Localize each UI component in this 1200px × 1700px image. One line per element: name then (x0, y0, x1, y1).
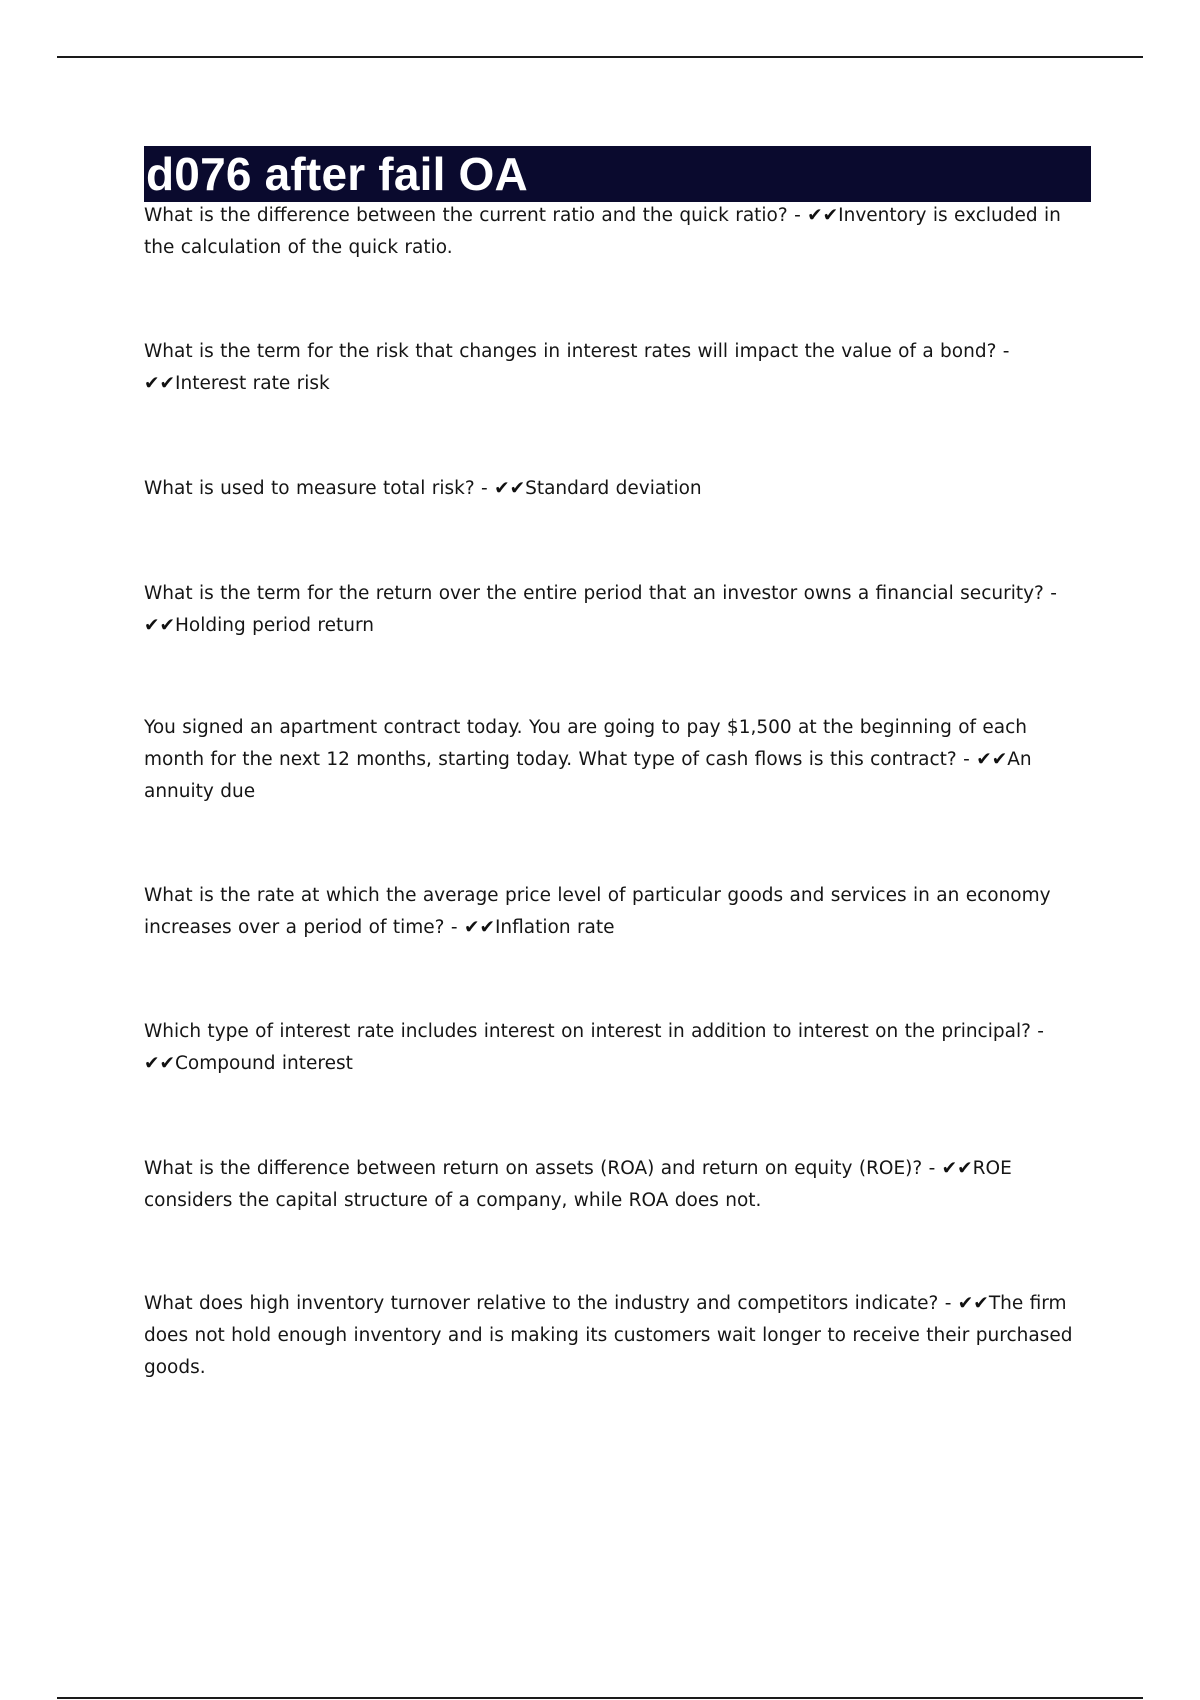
qa-item (144, 473, 1092, 505)
answer-text: An annuity due (144, 749, 1032, 802)
answer-text: Inventory is excluded in the calculation of the quick ratio. (144, 205, 1061, 258)
question-text: What is used to measure total risk? - (144, 478, 495, 499)
document-body (144, 146, 1092, 1384)
question-text: What is the term for the return over the entire period that an investor owns a financial security? - (144, 583, 1057, 604)
qa-item (144, 880, 1092, 944)
answer-text: The firm does not hold enough inventory and is making its customers wait longer to receive their purchased goods. (144, 1293, 1073, 1378)
answer-text: Inflation rate (494, 917, 615, 938)
question-text: What is the rate at which the average price level of particular goods and services in an economy increases over a period of time? - (144, 885, 1051, 938)
qa-list (144, 200, 1092, 1384)
qa-item (144, 200, 1092, 264)
document-title: d076 after fail OA (144, 146, 1091, 202)
footer-rule (57, 1697, 1143, 1699)
qa-item (144, 336, 1092, 400)
question-text: What is the difference between return on assets (ROA) and return on equity (ROE)? - (144, 1158, 942, 1179)
double-check-icon: ✔✔ (144, 373, 176, 394)
answer-text: Holding period return (175, 615, 374, 636)
double-check-icon: ✔✔ (976, 749, 1008, 770)
question-text: You signed an apartment contract today. You are going to pay $1,500 at the beginning of each month for the next 12 months, starting today. What type of cash flows is this contract? - (144, 717, 1028, 770)
qa-item (144, 1288, 1092, 1384)
double-check-icon: ✔✔ (957, 1293, 989, 1314)
question-text: What is the term for the risk that changes in interest rates will impact the value of a bond? - (144, 341, 1010, 362)
double-check-icon: ✔✔ (941, 1158, 973, 1179)
qa-item (144, 712, 1092, 808)
double-check-icon: ✔✔ (807, 205, 839, 226)
double-check-icon: ✔✔ (144, 1053, 176, 1074)
answer-text: Compound interest (175, 1053, 353, 1074)
qa-item (144, 578, 1092, 642)
qa-item (144, 1153, 1092, 1217)
double-check-icon: ✔✔ (144, 615, 176, 636)
header-rule (57, 56, 1143, 58)
double-check-icon: ✔✔ (463, 917, 495, 938)
answer-text: ROE considers the capital structure of a company, while ROA does not. (144, 1158, 1012, 1211)
question-text: What does high inventory turnover relative to the industry and competitors indicate? - (144, 1293, 958, 1314)
qa-item (144, 1016, 1092, 1080)
double-check-icon: ✔✔ (494, 478, 526, 499)
question-text: What is the difference between the current ratio and the quick ratio? - (144, 205, 808, 226)
answer-text: Standard deviation (525, 478, 702, 499)
answer-text: Interest rate risk (175, 373, 330, 394)
question-text: Which type of interest rate includes interest on interest in addition to interest on the principal? - (144, 1021, 1044, 1042)
